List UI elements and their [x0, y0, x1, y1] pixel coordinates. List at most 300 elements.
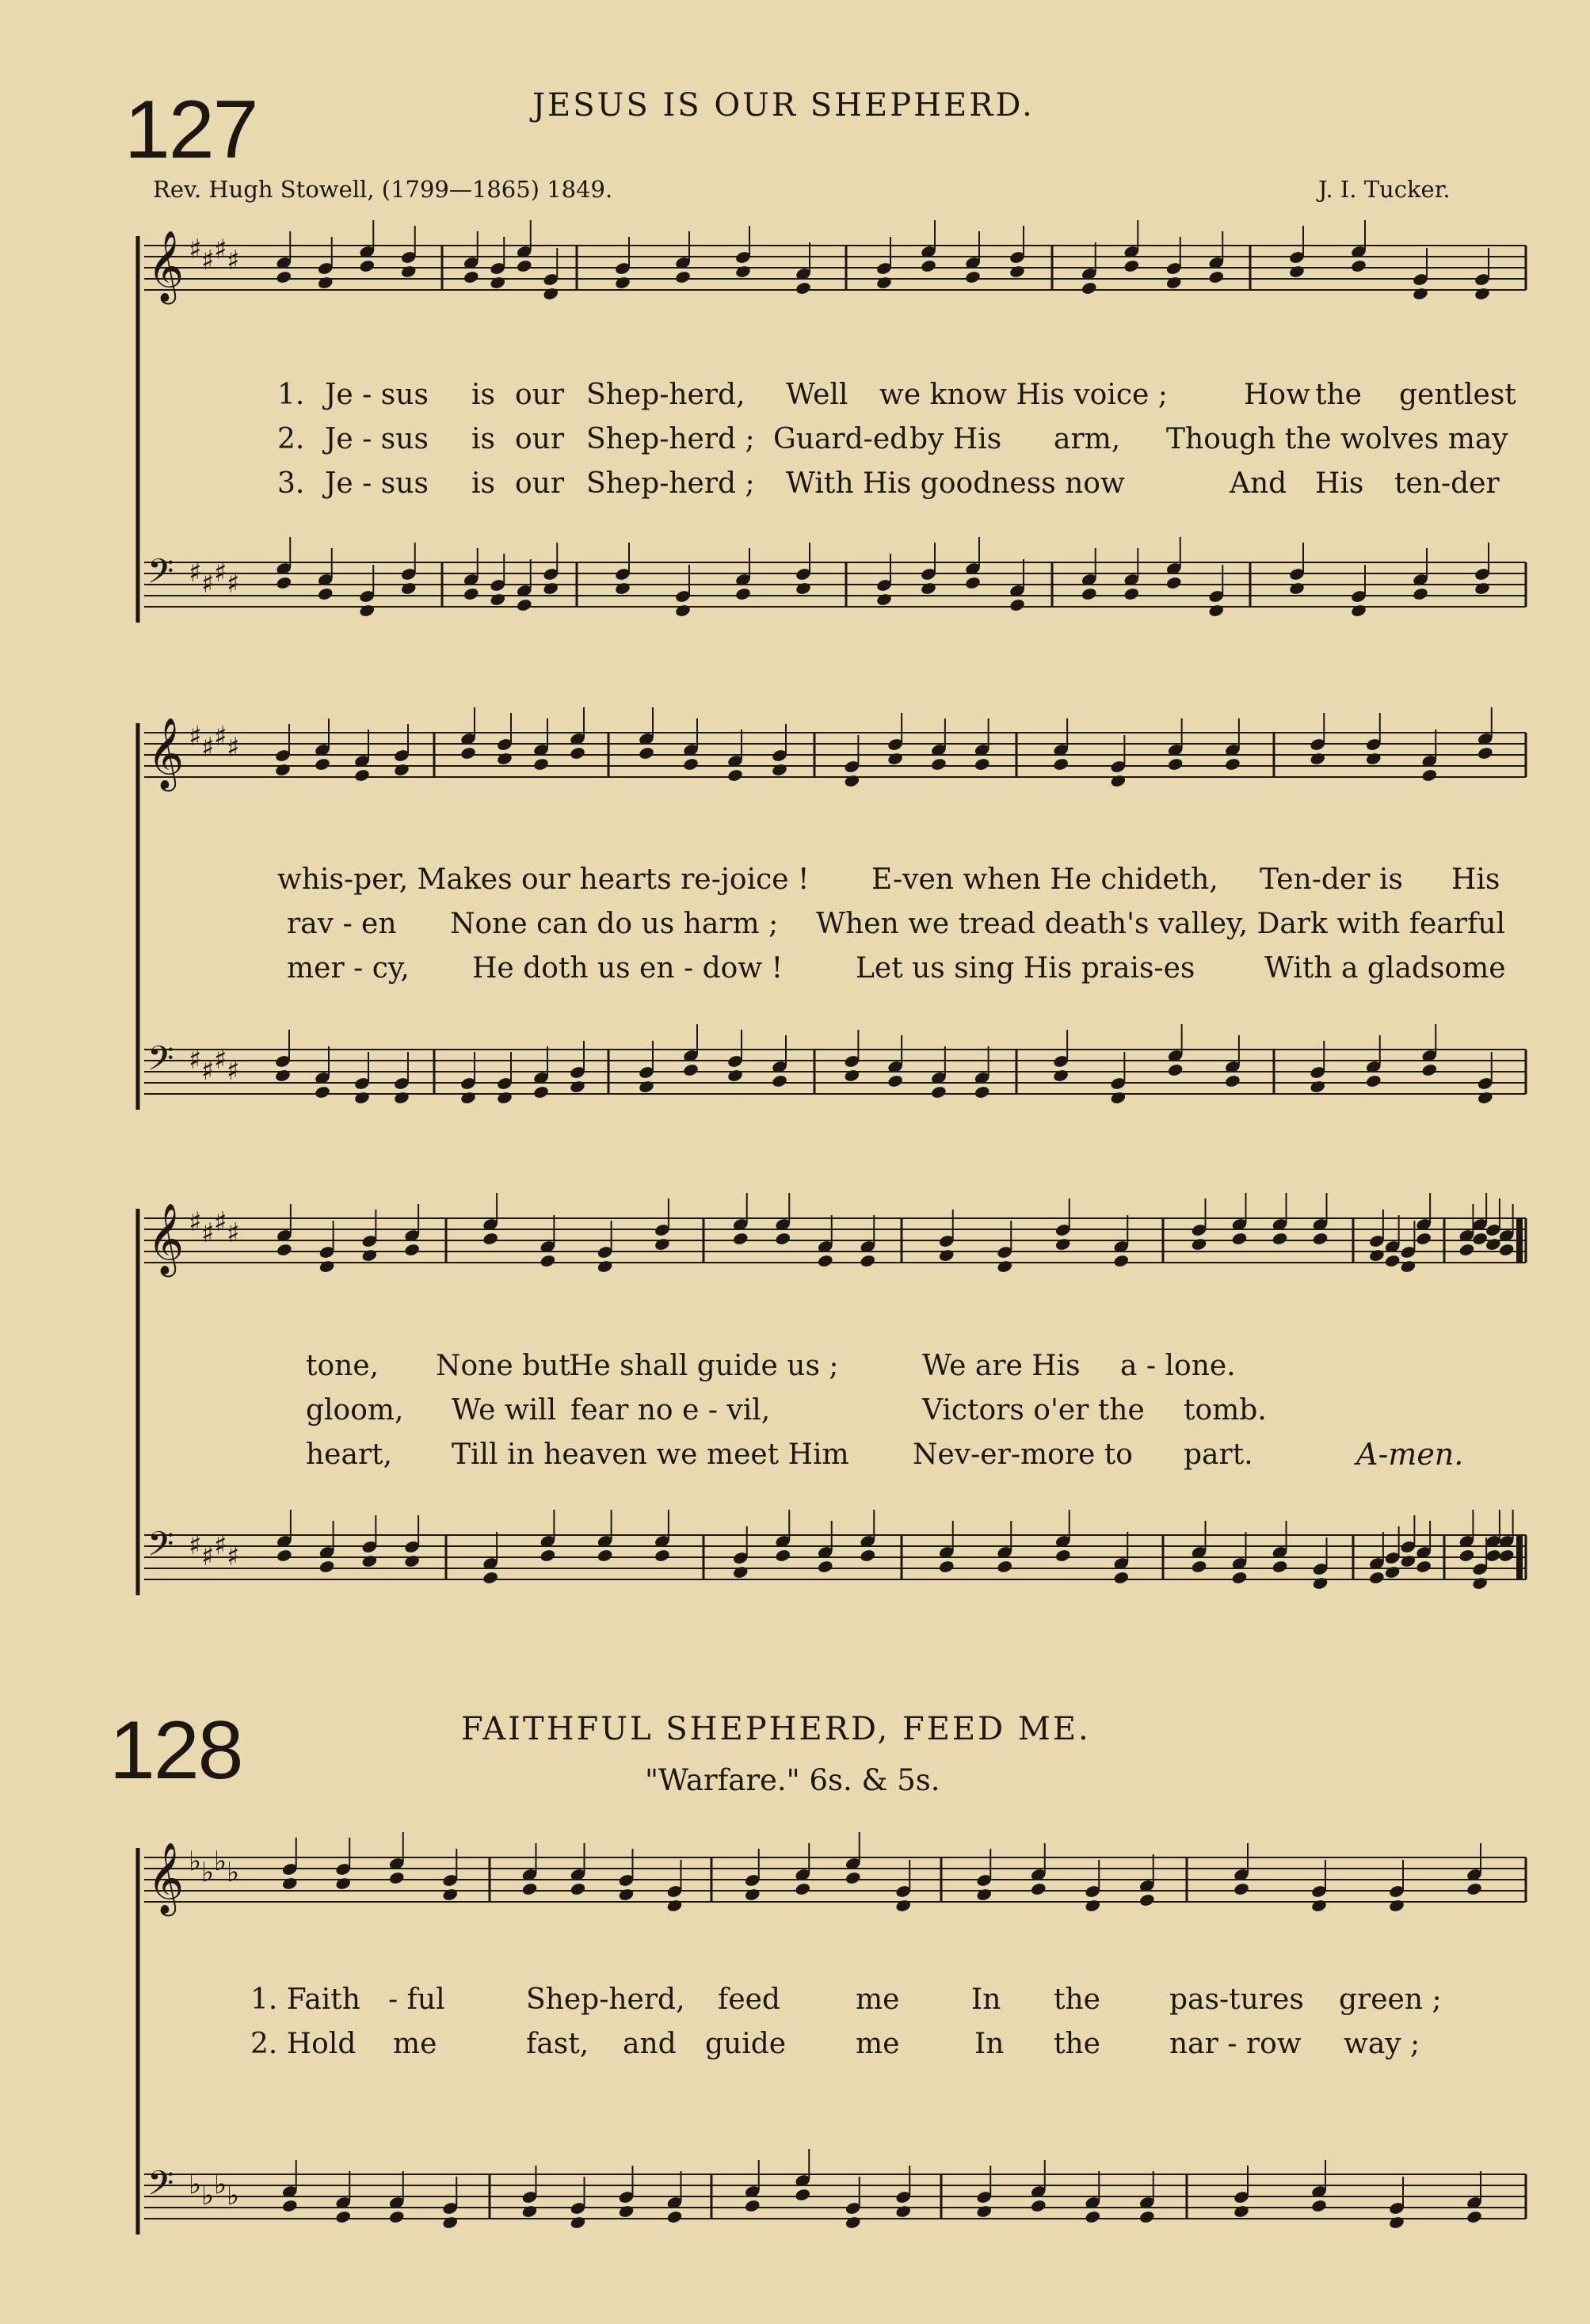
note-head — [521, 2204, 538, 2219]
sharp-icon: ♯ — [189, 721, 202, 752]
note-head — [795, 281, 811, 295]
lyric: me — [393, 2028, 437, 2060]
note-head — [317, 587, 334, 601]
note-head — [1421, 768, 1438, 783]
note-head — [1485, 1549, 1501, 1563]
note-head — [1415, 1560, 1432, 1574]
note-head — [359, 259, 376, 273]
lyric: our — [515, 467, 565, 500]
note-head — [674, 270, 691, 284]
note-head — [1350, 259, 1367, 273]
hymn-number: 128 — [109, 1705, 242, 1796]
note-head — [1471, 1232, 1488, 1246]
note-head — [361, 1248, 378, 1263]
note-head — [276, 1549, 292, 1563]
sharp-icon: ♯ — [189, 1530, 202, 1561]
lyric: Shep-herd, — [586, 379, 745, 411]
note-head — [726, 1069, 743, 1083]
note-head — [1030, 2199, 1047, 2213]
note-head — [895, 1899, 912, 1913]
note-head — [1400, 1554, 1417, 1568]
sharp-icon: ♯ — [201, 1541, 215, 1572]
lyric: He doth us en - dow ! — [472, 952, 784, 985]
note-head — [496, 1091, 513, 1105]
note-head — [1388, 2215, 1405, 2230]
flat-icon: ♭ — [201, 1857, 215, 1888]
flat-icon: ♭ — [189, 2169, 202, 2200]
lyric: How — [1244, 379, 1310, 411]
note-head — [1009, 598, 1025, 612]
note-head — [1138, 1893, 1155, 1907]
note-head — [674, 604, 691, 618]
note-head — [359, 604, 376, 618]
note-head — [844, 1069, 860, 1083]
note-head — [1052, 757, 1069, 771]
note-head — [1384, 1254, 1401, 1268]
note-head — [614, 276, 631, 290]
lyric: Victors o'er the — [922, 1394, 1145, 1427]
note-head — [459, 1091, 476, 1105]
lyric: Though the wolves may — [1166, 423, 1508, 455]
sharp-icon: ♯ — [227, 1217, 240, 1249]
note-head — [964, 270, 981, 284]
note-head — [1288, 581, 1305, 596]
note-head — [597, 1259, 613, 1274]
note-head — [887, 752, 903, 766]
note-head — [1165, 576, 1182, 590]
lyric: Shep-herd ; — [586, 423, 755, 455]
lyric: is — [471, 467, 495, 500]
note-head — [860, 1549, 876, 1563]
bass-clef-icon: 𝄢 — [147, 2164, 174, 2212]
sharp-icon: ♯ — [189, 234, 202, 265]
sharp-icon: ♯ — [189, 557, 202, 589]
lyric: the — [1054, 2028, 1100, 2060]
lyric: mer - cy, — [287, 952, 410, 985]
note-head — [654, 1549, 670, 1563]
lyric: green ; — [1339, 1983, 1442, 2016]
lyric: None can do us harm ; — [450, 908, 779, 940]
amen-label: A-men. — [1356, 1437, 1464, 1472]
lyric: feed — [718, 1983, 780, 2016]
note-head — [974, 1085, 990, 1099]
note-head — [1384, 1565, 1401, 1579]
note-head — [845, 2215, 861, 2230]
note-head — [276, 576, 292, 590]
note-head — [1421, 1063, 1438, 1077]
note-head — [442, 2215, 459, 2230]
note-head — [1233, 2204, 1249, 2219]
sharp-icon: ♯ — [214, 557, 227, 589]
note-head — [1081, 281, 1097, 295]
note-head — [732, 1565, 749, 1579]
note-head — [920, 581, 936, 596]
note-head — [887, 1074, 903, 1088]
note-head — [1113, 1571, 1130, 1585]
note-head — [1085, 1899, 1101, 1913]
note-head — [281, 2199, 298, 2213]
note-head — [1165, 276, 1182, 290]
lyric: His — [1315, 467, 1364, 500]
note-head — [795, 1882, 811, 1896]
lyric: fast, — [526, 2028, 589, 2060]
note-head — [666, 1899, 683, 1913]
lyric: E-ven when He chideth, — [871, 863, 1218, 896]
lyric: 3. — [277, 467, 305, 500]
lyric: gentlest — [1399, 379, 1516, 411]
lyric: In — [971, 1983, 1001, 2016]
note-head — [1167, 1063, 1184, 1077]
note-head — [490, 276, 506, 290]
note-head — [482, 1571, 498, 1585]
note-head — [1054, 1549, 1071, 1563]
bass-clef-icon: 𝄢 — [147, 1039, 174, 1087]
lyric: part. — [1184, 1438, 1253, 1471]
note-head — [400, 265, 417, 279]
note-head — [1471, 1576, 1488, 1591]
note-head — [997, 1259, 1013, 1274]
tune-name: "Warfare." 6s. & 5s. — [645, 1763, 940, 1797]
note-head — [817, 1560, 833, 1574]
sharp-icon: ♯ — [201, 732, 215, 764]
note-head — [276, 1243, 292, 1257]
lyric: arm, — [1054, 423, 1121, 455]
note-head — [314, 757, 330, 771]
lyric: With a gladsome — [1264, 952, 1506, 985]
note-head — [543, 581, 559, 596]
note-head — [618, 2204, 635, 2219]
note-head — [482, 1232, 498, 1246]
note-head — [1272, 1232, 1288, 1246]
bass-clef-icon: 𝄢 — [147, 552, 174, 600]
flat-icon: ♭ — [227, 2180, 240, 2212]
note-head — [964, 576, 981, 590]
lyric: whis-per, Makes our hearts re-joice ! — [277, 863, 810, 896]
note-head — [1310, 1899, 1327, 1913]
note-head — [1123, 587, 1140, 601]
note-head — [666, 2210, 683, 2224]
note-head — [1368, 1248, 1385, 1263]
note-head — [532, 757, 549, 771]
note-head — [1191, 1237, 1207, 1252]
note-head — [974, 757, 990, 771]
note-head — [1458, 1549, 1475, 1563]
note-head — [1485, 1237, 1501, 1252]
lyric: Je - sus — [325, 379, 429, 411]
note-head — [1368, 1571, 1385, 1585]
lyric: Shep-herd, — [526, 1983, 685, 2016]
note-head — [1224, 757, 1241, 771]
note-head — [1458, 1243, 1475, 1257]
note-head — [1498, 1549, 1515, 1563]
note-head — [1365, 752, 1382, 766]
note-head — [318, 1560, 335, 1574]
flat-icon: ♭ — [201, 2180, 215, 2212]
note-head — [860, 1254, 876, 1268]
note-head — [570, 2215, 586, 2230]
lyric: 1. Faith — [250, 1983, 360, 2016]
sharp-icon: ♯ — [189, 1044, 202, 1076]
note-head — [1474, 287, 1490, 301]
note-head — [1009, 265, 1025, 279]
note-head — [795, 2188, 811, 2202]
lyric: tone, — [306, 1350, 379, 1382]
note-head — [1310, 752, 1326, 766]
note-head — [638, 1080, 654, 1094]
note-head — [930, 757, 947, 771]
note-head — [817, 1254, 833, 1268]
note-head — [1030, 1882, 1047, 1896]
lyric: our — [515, 423, 565, 455]
note-head — [569, 1080, 585, 1094]
lyric: a - lone. — [1120, 1350, 1236, 1382]
hymn-title: JESUS IS OUR SHEPHERD. — [532, 87, 1035, 124]
note-head — [1312, 1232, 1329, 1246]
note-head — [281, 1876, 298, 1891]
note-head — [1312, 1576, 1329, 1591]
note-head — [976, 2204, 993, 2219]
note-head — [938, 1248, 955, 1263]
note-head — [997, 1560, 1013, 1574]
note-head — [569, 746, 585, 760]
note-head — [1208, 270, 1225, 284]
lyric: None but — [436, 1350, 570, 1382]
note-head — [463, 270, 479, 284]
sharp-icon: ♯ — [227, 732, 240, 764]
note-head — [393, 763, 410, 777]
sharp-icon: ♯ — [227, 1541, 240, 1572]
hymn-title: FAITHFUL SHEPHERD, FEED ME. — [461, 1711, 1091, 1747]
lyric: Guard-ed — [773, 423, 909, 455]
lyric: With His goodness now — [786, 467, 1125, 500]
lyric: gloom, — [306, 1394, 404, 1427]
note-head — [459, 746, 476, 760]
sharp-icon: ♯ — [189, 1206, 202, 1238]
note-head — [845, 1871, 861, 1885]
note-head — [1224, 1074, 1241, 1088]
note-head — [490, 592, 506, 607]
lyric: We will — [452, 1394, 557, 1427]
lyric: the — [1315, 379, 1362, 411]
lyric: And — [1230, 467, 1287, 500]
note-head — [403, 1243, 420, 1257]
note-head — [496, 752, 513, 766]
note-head — [875, 592, 892, 607]
note-head — [1474, 581, 1490, 596]
sharp-icon: ♯ — [201, 1217, 215, 1249]
lyric: rav - en — [287, 908, 397, 940]
lyric: the — [1054, 1983, 1100, 2016]
flat-icon: ♭ — [214, 1846, 227, 1877]
hymn-composer: J. I. Tucker. — [1318, 176, 1451, 203]
hymn-number: 127 — [124, 84, 257, 176]
note-head — [1272, 1560, 1288, 1574]
note-head — [771, 1074, 787, 1088]
lyric: In — [974, 2028, 1005, 2060]
note-head — [1231, 1571, 1248, 1585]
note-head — [654, 1237, 670, 1252]
note-head — [353, 768, 370, 783]
note-head — [318, 1259, 335, 1274]
note-head — [744, 1888, 761, 1902]
lyric: way ; — [1344, 2028, 1420, 2060]
note-head — [1081, 587, 1097, 601]
lyric: His — [1451, 863, 1500, 896]
lyric: Let us sing His prais-es — [856, 952, 1195, 985]
treble-clef-icon: 𝄞 — [147, 1203, 185, 1274]
note-head — [1466, 2210, 1482, 2224]
note-head — [276, 270, 292, 284]
note-head — [1138, 2210, 1155, 2224]
note-head — [317, 276, 334, 290]
note-head — [335, 2210, 352, 2224]
note-head — [463, 587, 479, 601]
note-head — [1167, 757, 1184, 771]
note-head — [516, 259, 532, 273]
note-head — [1388, 1899, 1405, 1913]
note-head — [1477, 1091, 1493, 1105]
note-head — [930, 1085, 947, 1099]
note-head — [1400, 1259, 1417, 1274]
note-head — [516, 598, 532, 612]
note-head — [682, 1063, 699, 1077]
note-head — [1110, 1091, 1127, 1105]
note-head — [543, 287, 559, 301]
lyric: is — [471, 423, 495, 455]
sharp-icon: ♯ — [214, 1044, 227, 1076]
lyric: pas-tures — [1169, 1983, 1304, 2016]
flat-icon: ♭ — [189, 1846, 202, 1877]
note-head — [388, 1871, 405, 1885]
note-head — [618, 1888, 635, 1902]
note-head — [1110, 774, 1127, 788]
lyric: fear no e - vil, — [570, 1394, 771, 1427]
lyric: Je - sus — [325, 467, 429, 500]
lyric: heart, — [306, 1438, 393, 1471]
lyric: nar - row — [1169, 2028, 1302, 2060]
note-head — [1052, 1069, 1069, 1083]
note-head — [775, 1549, 791, 1563]
note-head — [1208, 604, 1225, 618]
note-head — [1054, 1237, 1071, 1252]
note-head — [403, 1554, 420, 1568]
note-head — [638, 746, 654, 760]
note-head — [570, 1882, 586, 1896]
lyric: Shep-herd ; — [586, 467, 755, 500]
note-head — [274, 1069, 291, 1083]
note-head — [771, 763, 787, 777]
note-head — [938, 1560, 955, 1574]
note-head — [1231, 1232, 1248, 1246]
note-head — [442, 1888, 459, 1902]
note-head — [1085, 2210, 1101, 2224]
note-head — [682, 757, 699, 771]
note-head — [726, 768, 743, 783]
sharp-icon: ♯ — [201, 245, 215, 276]
lyric: our — [515, 379, 565, 411]
note-head — [795, 581, 811, 596]
sharp-icon: ♯ — [214, 1530, 227, 1561]
lyric: When we tread death's valley, Dark with fearful — [816, 908, 1506, 940]
note-head — [1466, 1882, 1482, 1896]
note-head — [1365, 1074, 1382, 1088]
sharp-icon: ♯ — [227, 568, 240, 600]
treble-clef-icon: 𝄞 — [147, 230, 185, 302]
sharp-icon: ♯ — [214, 1206, 227, 1238]
note-head — [1412, 287, 1428, 301]
lyric: and — [623, 2028, 677, 2060]
lyric: Ten-der is — [1260, 863, 1403, 896]
lyric: 1. — [277, 379, 305, 411]
flat-icon: ♭ — [214, 2169, 227, 2200]
sharp-icon: ♯ — [214, 234, 227, 265]
note-head — [540, 1254, 556, 1268]
flat-icon: ♭ — [227, 1857, 240, 1888]
note-head — [1412, 587, 1428, 601]
note-head — [1498, 1243, 1515, 1257]
note-head — [388, 2210, 405, 2224]
note-head — [976, 1888, 993, 1902]
lyric: - ful — [388, 1983, 445, 2016]
lyric: 2. Hold — [250, 2028, 357, 2060]
sharp-icon: ♯ — [201, 1055, 215, 1087]
note-head — [775, 1232, 791, 1246]
lyric: we know His voice ; — [879, 379, 1168, 411]
note-head — [353, 1091, 370, 1105]
note-head — [393, 1091, 410, 1105]
note-head — [732, 1232, 749, 1246]
lyric: is — [471, 379, 495, 411]
sharp-icon: ♯ — [227, 245, 240, 276]
note-head — [844, 774, 860, 788]
sharp-icon: ♯ — [201, 568, 215, 600]
lyric: We are His — [922, 1350, 1081, 1382]
note-head — [1123, 259, 1140, 273]
lyric: ten-der — [1394, 467, 1500, 500]
lyric: Well — [786, 379, 848, 411]
note-head — [1288, 265, 1305, 279]
note-head — [1310, 1080, 1326, 1094]
treble-clef-icon: 𝄞 — [147, 718, 185, 789]
note-head — [895, 2204, 912, 2219]
note-head — [274, 763, 291, 777]
note-head — [597, 1549, 613, 1563]
note-head — [1191, 1560, 1207, 1574]
treble-clef-icon: 𝄞 — [147, 1842, 185, 1914]
lyric: Till in heaven we meet Him — [452, 1438, 849, 1471]
lyric: Je - sus — [325, 423, 429, 455]
note-head — [734, 265, 751, 279]
note-head — [1477, 746, 1493, 760]
note-head — [361, 1554, 378, 1568]
sharp-icon: ♯ — [214, 721, 227, 752]
note-head — [540, 1549, 556, 1563]
lyric: Nev-er-more to — [913, 1438, 1133, 1471]
note-head — [400, 581, 417, 596]
note-head — [1415, 1232, 1432, 1246]
hymn-author: Rev. Hugh Stowell, (1799—1865) 1849. — [153, 176, 613, 203]
lyric: tomb. — [1184, 1394, 1267, 1427]
note-head — [1350, 604, 1367, 618]
note-head — [744, 2199, 761, 2213]
lyric: me — [856, 2028, 900, 2060]
note-head — [335, 1876, 352, 1891]
note-head — [734, 587, 751, 601]
sharp-icon: ♯ — [227, 1055, 240, 1087]
note-head — [314, 1085, 330, 1099]
note-head — [1233, 1882, 1249, 1896]
lyric: 2. — [277, 423, 305, 455]
